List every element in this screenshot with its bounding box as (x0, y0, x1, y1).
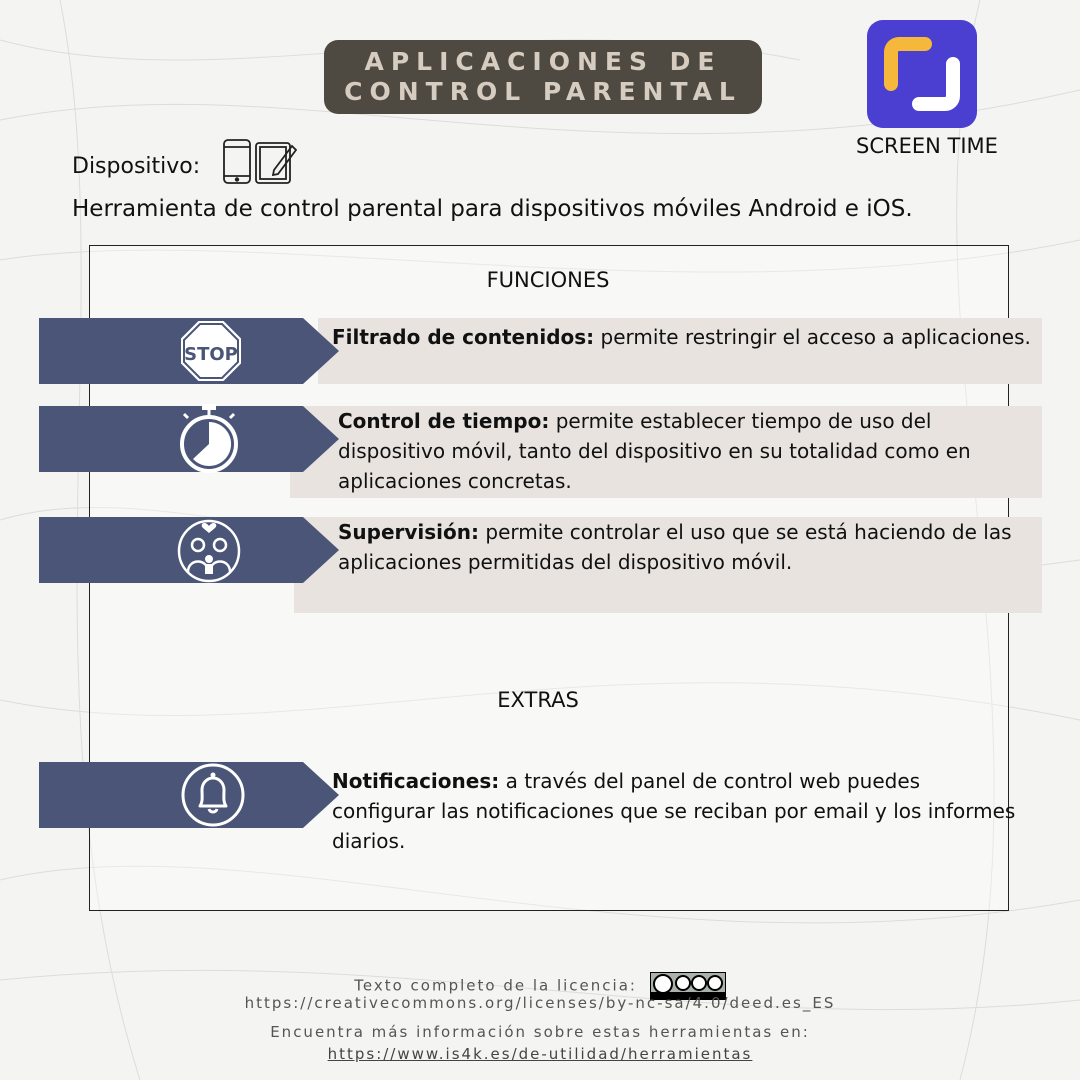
stopwatch-icon (176, 402, 242, 474)
smartphone-icon (224, 140, 250, 183)
app-name: SCREEN TIME (856, 134, 998, 158)
section-title-extras: EXTRAS (497, 688, 579, 712)
more-info-label: Encuentra más información sobre estas herramientas en: (270, 1023, 810, 1041)
title-line-2: CONTROL PARENTAL (344, 77, 742, 106)
feature-description: permite restringir el acceso a aplicaciones. (594, 325, 1031, 349)
device-icons (222, 138, 298, 186)
title-line-1: APLICACIONES DE (364, 47, 722, 76)
device-label: Dispositivo: (72, 154, 201, 179)
feature-title: Control de tiempo: (338, 409, 550, 433)
license-label: Texto completo de la licencia: (354, 976, 637, 995)
stop-sign-icon (176, 318, 246, 384)
feature-title: Supervisión: (338, 520, 480, 544)
more-info-link[interactable]: https://www.is4k.es/de-utilidad/herramientas (327, 1045, 753, 1063)
family-icon (174, 514, 244, 584)
feature-text-filtering (332, 322, 1032, 352)
feature-title: Filtrado de contenidos: (332, 325, 595, 349)
title-banner (324, 40, 762, 114)
tablet-icon (256, 143, 296, 183)
svg-text:STOP: STOP (184, 344, 238, 365)
feature-description: permite establecer tiempo de uso del dispositivo móvil, tanto del dispositivo en su totalidad como en aplicaciones concretas. (338, 409, 971, 493)
section-title-funciones: FUNCIONES (486, 268, 610, 292)
bell-icon (180, 762, 246, 828)
extra-title: Notificaciones: (332, 769, 500, 793)
app-description: Herramienta de control parental para dispositivos móviles Android e iOS. (72, 196, 913, 222)
extra-text-notifications (332, 766, 1022, 856)
feature-text-time (338, 406, 1028, 496)
feature-description: permite controlar el uso que se está haciendo de las aplicaciones permitidas del dispositivo móvil. (338, 520, 1012, 574)
feature-text-supervision (338, 517, 1018, 577)
screen-time-logo-icon (867, 20, 977, 128)
extra-description: a través del panel de control web puedes configurar las notificaciones que se reciban por email y los informes diarios. (332, 769, 1016, 853)
license-url[interactable]: https://creativecommons.org/licenses/by-nc-sa/4.0/deed.es_ES (244, 994, 836, 1012)
